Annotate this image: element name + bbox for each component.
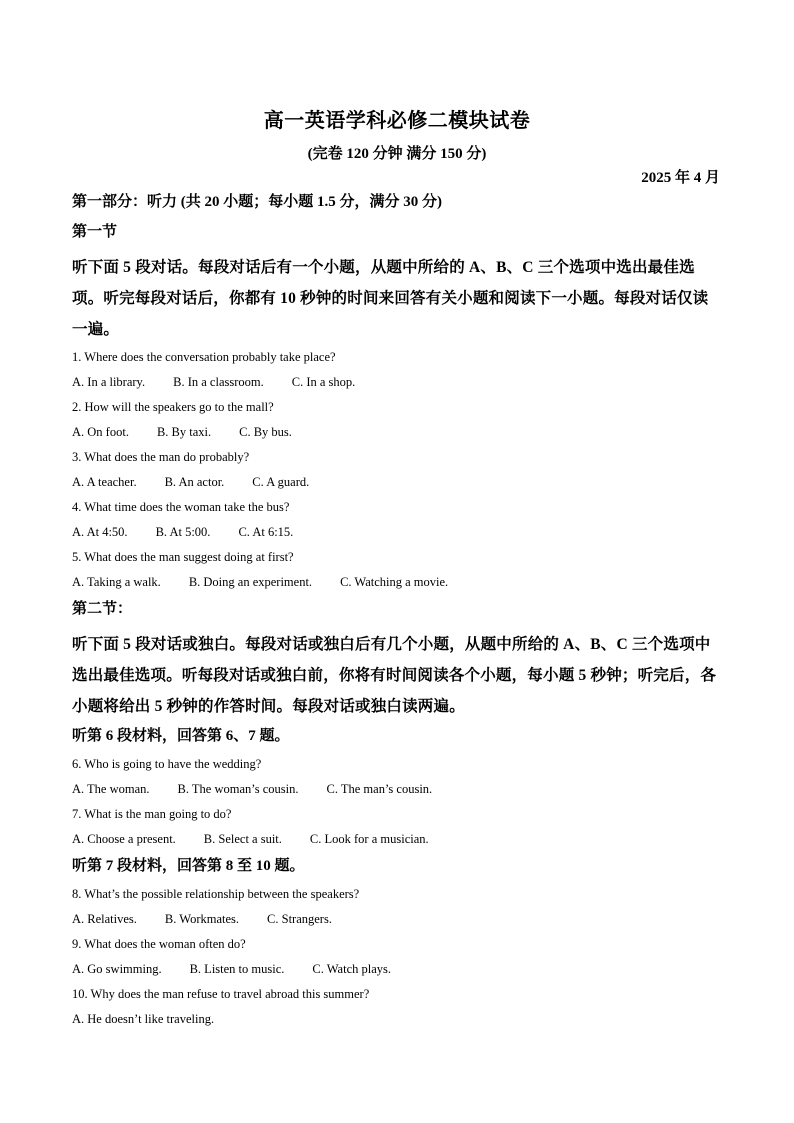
section2-heading: 第二节： [72,601,133,617]
option-a: A. Choose a present. [72,832,176,846]
option-c: C. The man’s cousin. [326,782,433,796]
question-text: 1. Where does the conversation probably take place? [72,350,336,364]
question-options [72,574,722,590]
question-text: 10. Why does the man refuse to travel abroad this summer? [72,987,370,1001]
option-b: B. Doing an experiment. [188,575,313,589]
option-a: A. In a library. [72,375,146,389]
group7-heading: 听第 7 段材料，回答第 8 至 10 题。 [72,858,305,874]
question-text: 9. What does the woman often do? [72,937,246,951]
option-a: A. The woman. [72,782,150,796]
section1-instructions: 听下面 5 段对话。每段对话后有一个小题，从题中所给的 A、B、C 三个选项中选出最佳选项。听完每段对话后，你都有 10 秒钟的时间来回答有关小题和阅读下一小题。每段对话仅读一遍。 [72,259,709,338]
question-text: 4. What time does the woman take the bus? [72,500,290,514]
question-options [72,831,722,847]
question-options [72,524,722,540]
option-c: C. By bus. [239,425,292,439]
option-b: B. The woman’s cousin. [177,782,299,796]
option-a: A. At 4:50. [72,525,128,539]
page-subtitle: (完卷 120 分钟 满分 150 分) [307,146,487,162]
question-options [72,424,722,440]
option-a: A. Taking a walk. [72,575,161,589]
page-title: 高一英语学科必修二模块试卷 [263,108,531,132]
question-options [72,474,722,490]
option-a: A. Go swimming. [72,962,162,976]
question-text: 3. What does the man do probably? [72,450,250,464]
option-c: C. Look for a musician. [309,832,429,846]
question-text: 8. What’s the possible relationship between the speakers? [72,887,360,901]
option-b: B. Workmates. [164,912,240,926]
question-options [72,1011,722,1027]
option-c: C. At 6:15. [238,525,294,539]
section2-instructions: 听下面 5 段对话或独白。每段对话或独白后有几个小题，从题中所给的 A、B、C 三个选项中选出最佳选项。听每段对话或独白前，你将有时间阅读各个小题，每小题 5 秒钟；听完后，各小题将给出 5 秒钟的作答时间。每段对话或独白读两遍。 [72,636,717,715]
option-a: A. On foot. [72,425,129,439]
part1-heading: 第一部分：听力 (共 20 小题；每小题 1.5 分，满分 30 分) [72,194,442,210]
option-b: B. In a classroom. [173,375,264,389]
option-c: C. In a shop. [291,375,356,389]
option-b: B. Listen to music. [189,962,285,976]
question-text: 6. Who is going to have the wedding? [72,757,262,771]
option-b: B. Select a suit. [203,832,282,846]
question-options [72,961,722,977]
option-c: C. Strangers. [267,912,332,926]
question-options [72,911,722,927]
option-c: C. Watch plays. [312,962,392,976]
option-c: C. A guard. [252,475,310,489]
option-a: A. Relatives. [72,912,137,926]
option-b: B. By taxi. [156,425,212,439]
question-options [72,374,722,390]
question-text: 5. What does the man suggest doing at first? [72,550,294,564]
exam-content [72,192,722,1036]
question-options [72,781,722,797]
option-a: A. A teacher. [72,475,137,489]
question-text: 2. How will the speakers go to the mall? [72,400,274,414]
option-b: B. An actor. [164,475,225,489]
question-text: 7. What is the man going to do? [72,807,232,821]
exam-date: 2025 年 4 月 [641,170,720,186]
group6-heading: 听第 6 段材料，回答第 6、7 题。 [72,728,290,744]
option-a: A. He doesn’t like traveling. [72,1012,215,1026]
option-c: C. Watching a movie. [340,575,449,589]
option-b: B. At 5:00. [155,525,211,539]
section1-heading: 第一节 [72,224,118,240]
